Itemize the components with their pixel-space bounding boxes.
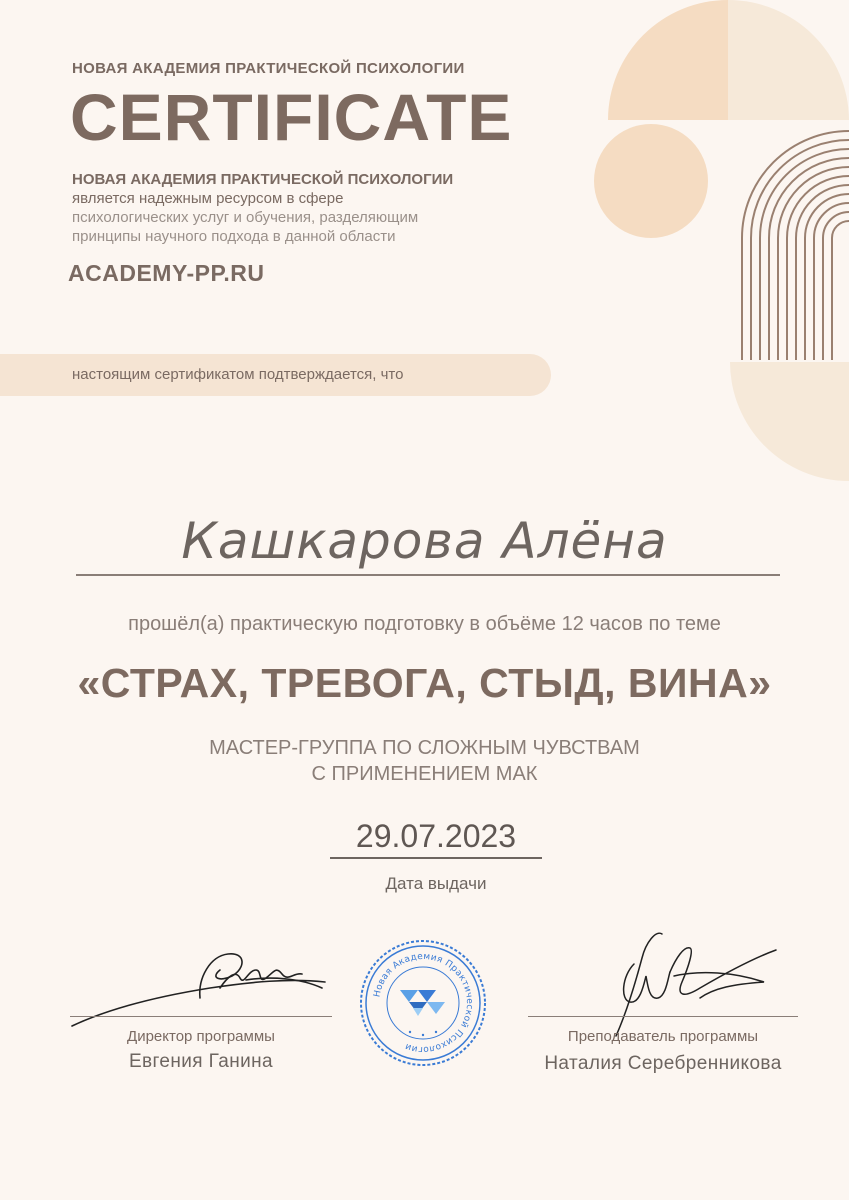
issue-date: 29.07.2023 xyxy=(355,818,517,854)
recipient-underline xyxy=(76,574,780,576)
issue-date-underline xyxy=(330,857,542,859)
certificate-title: CERTIFICATE xyxy=(70,80,513,154)
peach-circle xyxy=(594,124,708,238)
course-title: «СТРАХ, ТРЕВОГА, СТЫД, ВИНА» xyxy=(77,660,772,706)
recipient-name: Кашкарова Алёна xyxy=(181,512,668,570)
seal-text: Новая Академия Практической Психологии xyxy=(372,951,475,1055)
description-line-1: НОВАЯ АКАДЕМИЯ ПРАКТИЧЕСКОЙ ПСИХОЛОГИИ xyxy=(72,171,454,188)
description-line-4: принципы научного подхода в данной области xyxy=(72,228,396,245)
instructor-name: Наталия Серебренникова xyxy=(544,1053,782,1074)
arch-lines xyxy=(742,131,849,360)
instructor-role: Преподаватель программы xyxy=(567,1028,759,1045)
course-subtitle-line-2: С ПРИМЕНЕНИЕМ МАК xyxy=(311,763,538,785)
confirmation-text: настоящим сертификатом подтверждается, что xyxy=(72,366,404,383)
course-subtitle-line-1: МАСТЕР-ГРУППА ПО СЛОЖНЫМ ЧУВСТВАМ xyxy=(209,737,640,759)
signature-right-icon xyxy=(604,928,784,1038)
course-subtitle xyxy=(0,735,849,787)
description-line-3: психологических услуг и обучения, разделяющим xyxy=(72,209,419,226)
director-role: Директор программы xyxy=(127,1028,275,1045)
signature-line-left xyxy=(70,1016,332,1017)
light-quarter-circle-bottom xyxy=(730,362,849,481)
description-line-2: является надежным ресурсом в сфере xyxy=(72,190,344,207)
organization-description xyxy=(72,170,512,246)
completion-text: прошёл(а) практическую подготовку в объёме 12 часов по теме xyxy=(128,613,721,635)
website-link[interactable]: ACADEMY-PP.RU xyxy=(68,260,265,286)
director-name: Евгения Ганина xyxy=(128,1051,274,1072)
signature-line-right xyxy=(528,1016,798,1017)
academy-seal-icon xyxy=(358,938,488,1068)
seal-logo-icon xyxy=(400,990,445,1016)
organization-name: НОВАЯ АКАДЕМИЯ ПРАКТИЧЕСКОЙ ПСИХОЛОГИИ xyxy=(72,60,465,77)
issue-date-label: Дата выдачи xyxy=(385,874,487,893)
